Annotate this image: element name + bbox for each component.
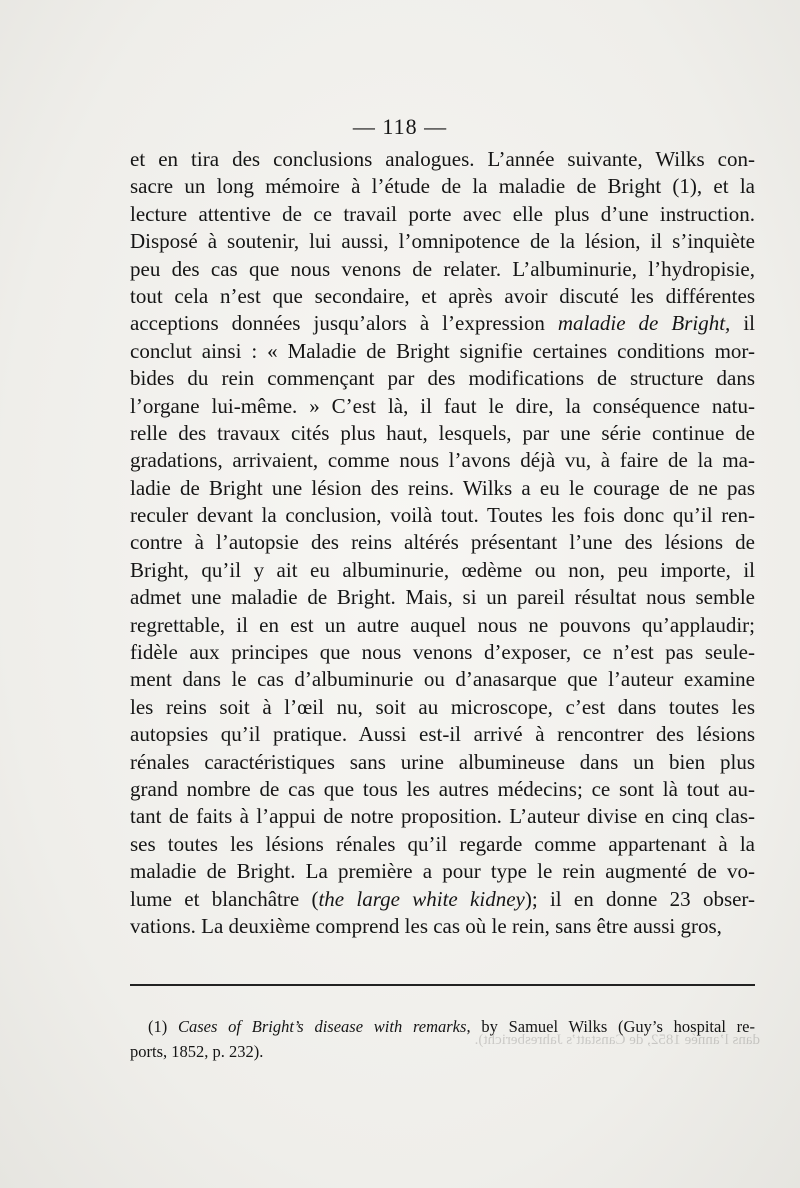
footnote-text: , by Samuel Wilks (Guy’s hospital re- xyxy=(466,1017,755,1036)
text-line: regrettable, il en est un autre auquel nous ne pouvons qu’applaudir; xyxy=(130,612,755,637)
text-line: sacre un long mémoire à l’étude de la maladie de Bright (1), et la xyxy=(130,174,755,199)
text-line: rénales caractéristiques sans urine albumineuse dans un bien plus xyxy=(130,749,755,774)
text-line: ladie de Bright une lésion des reins. Wilks a eu le courage de ne pas xyxy=(130,475,755,500)
text-line: relle des travaux cités plus haut, lesquels, par une série continue de xyxy=(130,420,755,445)
text-line: lecture attentive de ce travail porte avec elle plus d’une instruction. xyxy=(130,201,755,226)
text-line: conclut ainsi : « Maladie de Bright signifie certaines conditions mor- xyxy=(130,338,755,363)
text-line: l’organe lui-même. » C’est là, il faut le dire, la conséquence natu- xyxy=(130,393,755,418)
text-line: peu des cas que nous venons de relater. L’albuminurie, l’hydropisie, xyxy=(130,256,755,281)
text-line: gradations, arrivaient, comme nous l’avons déjà vu, à faire de la ma- xyxy=(130,448,755,473)
text-line-end: ); il en donne 23 obser- xyxy=(524,886,755,911)
text-line: ses toutes les lésions rénales qu’il regarde comme appartenant à la xyxy=(130,831,755,856)
text-line: autopsies qu’il pratique. Aussi est-il arrivé à rencontrer des lésions xyxy=(130,722,755,747)
text-line: Disposé à soutenir, lui aussi, l’omnipotence de la lésion, il s’inquiète xyxy=(130,229,755,254)
text-line: et en tira des conclusions analogues. L’année suivante, Wilks con- xyxy=(130,147,755,171)
text-line: grand nombre de cas que tous les autres médecins; ce sont là tout au- xyxy=(130,776,755,801)
text-line xyxy=(130,886,755,913)
italic-phrase: the large white kidney xyxy=(318,886,525,911)
text-line: Bright, qu’il y ait eu albuminurie, œdème ou non, peu importe, il xyxy=(130,557,755,582)
text-line: vations. La deuxième comprend les cas où le rein, sans être aussi gros, xyxy=(130,913,722,938)
footnote-rule xyxy=(130,984,755,986)
footnote-line: ports, 1852, p. 232). xyxy=(130,1042,264,1061)
footnote-title: Cases of Bright’s disease with remarks xyxy=(178,1017,467,1036)
italic-phrase: maladie de Bright, xyxy=(557,311,731,336)
text-line: tout cela n’est que secondaire, et après avoir discuté les différentes xyxy=(130,283,755,308)
text-line-start: acceptions données jusqu’alors à l’expression xyxy=(130,311,545,336)
footnote-marker: (1) xyxy=(148,1017,168,1036)
bleed-through-text: dans l’année 1852, de Canstatt’s Jahresbericht). xyxy=(474,1032,760,1048)
text-line: contre à l’autopsie des reins altérés présentant l’une des lésions de xyxy=(130,530,755,555)
text-line: reculer devant la conclusion, voilà tout. Toutes les fois donc qu’il ren- xyxy=(130,503,755,528)
text-line-start: lume et blanchâtre ( xyxy=(130,886,319,911)
page-number: — 118 — xyxy=(352,114,448,139)
text-line: fidèle aux principes que nous venons d’exposer, ce n’est pas seule- xyxy=(130,640,755,665)
text-line xyxy=(130,310,755,337)
text-line: les reins soit à l’œil nu, soit au microscope, c’est dans toutes les xyxy=(130,694,755,719)
text-line: admet une maladie de Bright. Mais, si un pareil résultat nous semble xyxy=(130,585,755,610)
text-line: bides du rein commençant par des modifications de structure dans xyxy=(130,366,755,391)
text-line-end: il xyxy=(730,311,756,336)
text-line: maladie de Bright. La première a pour type le rein augmenté de vo- xyxy=(130,859,755,884)
text-line: ment dans le cas d’albuminurie ou d’anasarque que l’auteur examine xyxy=(130,667,755,692)
body-text xyxy=(130,146,755,940)
text-line: tant de faits à l’appui de notre proposition. L’auteur divise en cinq clas- xyxy=(130,804,755,829)
